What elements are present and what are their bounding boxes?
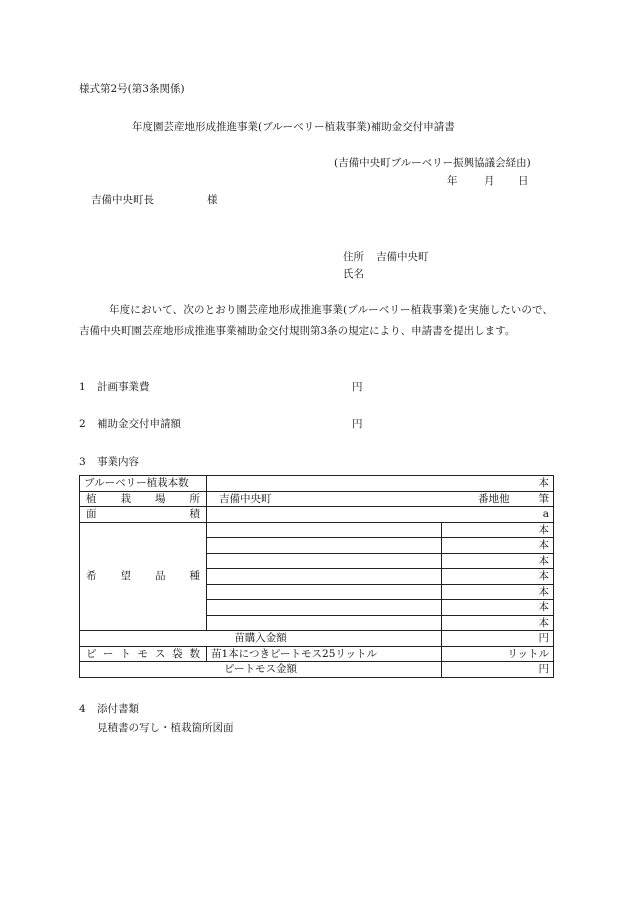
item4-number: 4 [79, 703, 86, 715]
date-day-label: 日 [518, 175, 529, 187]
project-details-table [79, 475, 554, 678]
seedling-amount-label: 苗購入金額 [80, 631, 442, 647]
addressee-honorific: 様 [207, 194, 218, 206]
variety-label: 希 望 品 種 [80, 522, 207, 631]
planting-count-label: ブルーベリー植栽本数 [80, 476, 207, 492]
table-row [80, 646, 554, 662]
variety-unit: 本 [442, 522, 554, 538]
date-month-label: 月 [484, 175, 495, 187]
document-title: 年度園芸産地形成推進事業(ブルーベリー植栽事業)補助金交付申請書 [132, 121, 455, 133]
address-value: 吉備中央町 [376, 251, 429, 263]
table-row [80, 522, 554, 538]
peat-amount-unit: 円 [442, 662, 554, 678]
variety-unit: 本 [442, 600, 554, 616]
variety-name-cell [207, 522, 442, 538]
planting-count-unit: 本 [207, 476, 554, 492]
peat-unit: リットル [442, 646, 554, 662]
variety-name-cell [207, 569, 442, 585]
variety-name-cell [207, 538, 442, 554]
address-label: 住所 [343, 251, 364, 263]
variety-unit: 本 [442, 615, 554, 631]
location-unit: 筆 [538, 492, 549, 505]
addressee-name: 吉備中央町長 [91, 194, 154, 206]
table-row [80, 476, 554, 492]
location-suffix: 番地他 [478, 492, 510, 505]
variety-name-cell [207, 553, 442, 569]
location-value: 吉備中央町 [219, 492, 272, 505]
seedling-amount-unit: 円 [442, 631, 554, 647]
table-row [80, 491, 554, 507]
peat-amount-label: ピートモス金額 [80, 662, 442, 678]
table-row [80, 662, 554, 678]
item1-label: 計画事業費 [97, 381, 150, 393]
variety-unit: 本 [442, 584, 554, 600]
attachments-detail: 見積書の写し・植栽箇所図面 [97, 722, 234, 734]
item3-label: 事業内容 [97, 456, 139, 468]
item2-number: 2 [79, 418, 86, 430]
item1-number: 1 [79, 381, 86, 393]
table-row [80, 507, 554, 523]
variety-unit: 本 [442, 553, 554, 569]
area-label: 面 積 [80, 507, 207, 523]
location-cell [207, 491, 554, 507]
variety-name-cell [207, 584, 442, 600]
form-number: 様式第2号(第3条関係) [79, 83, 185, 95]
table-row [80, 631, 554, 647]
date-year-label: 年 [447, 175, 458, 187]
variety-unit: 本 [442, 569, 554, 585]
peat-bags-label: ピートモス袋数 [80, 646, 207, 662]
variety-unit: 本 [442, 538, 554, 554]
item2-label: 補助金交付申請額 [97, 418, 181, 430]
body-paragraph: 年度において、次のとおり園芸産地形成推進事業(ブルーベリー植栽事業)を実施したいので、吉備中央町園芸産地形成推進事業補助金交付規則第3条の規定により、申請書を提出します。 [79, 304, 553, 337]
item1-unit: 円 [352, 381, 363, 393]
item4-label: 添付書類 [97, 703, 139, 715]
location-label: 植 栽 場 所 [80, 491, 207, 507]
variety-name-cell [207, 600, 442, 616]
item3-number: 3 [79, 456, 86, 468]
variety-name-cell [207, 615, 442, 631]
via-note: (吉備中央町ブルーベリー振興協議会経由) [334, 157, 531, 169]
area-unit: a [207, 507, 554, 523]
item2-unit: 円 [352, 418, 363, 430]
name-label: 氏名 [343, 268, 364, 280]
peat-note: 苗1本につきピートモス25リットル [207, 646, 442, 662]
